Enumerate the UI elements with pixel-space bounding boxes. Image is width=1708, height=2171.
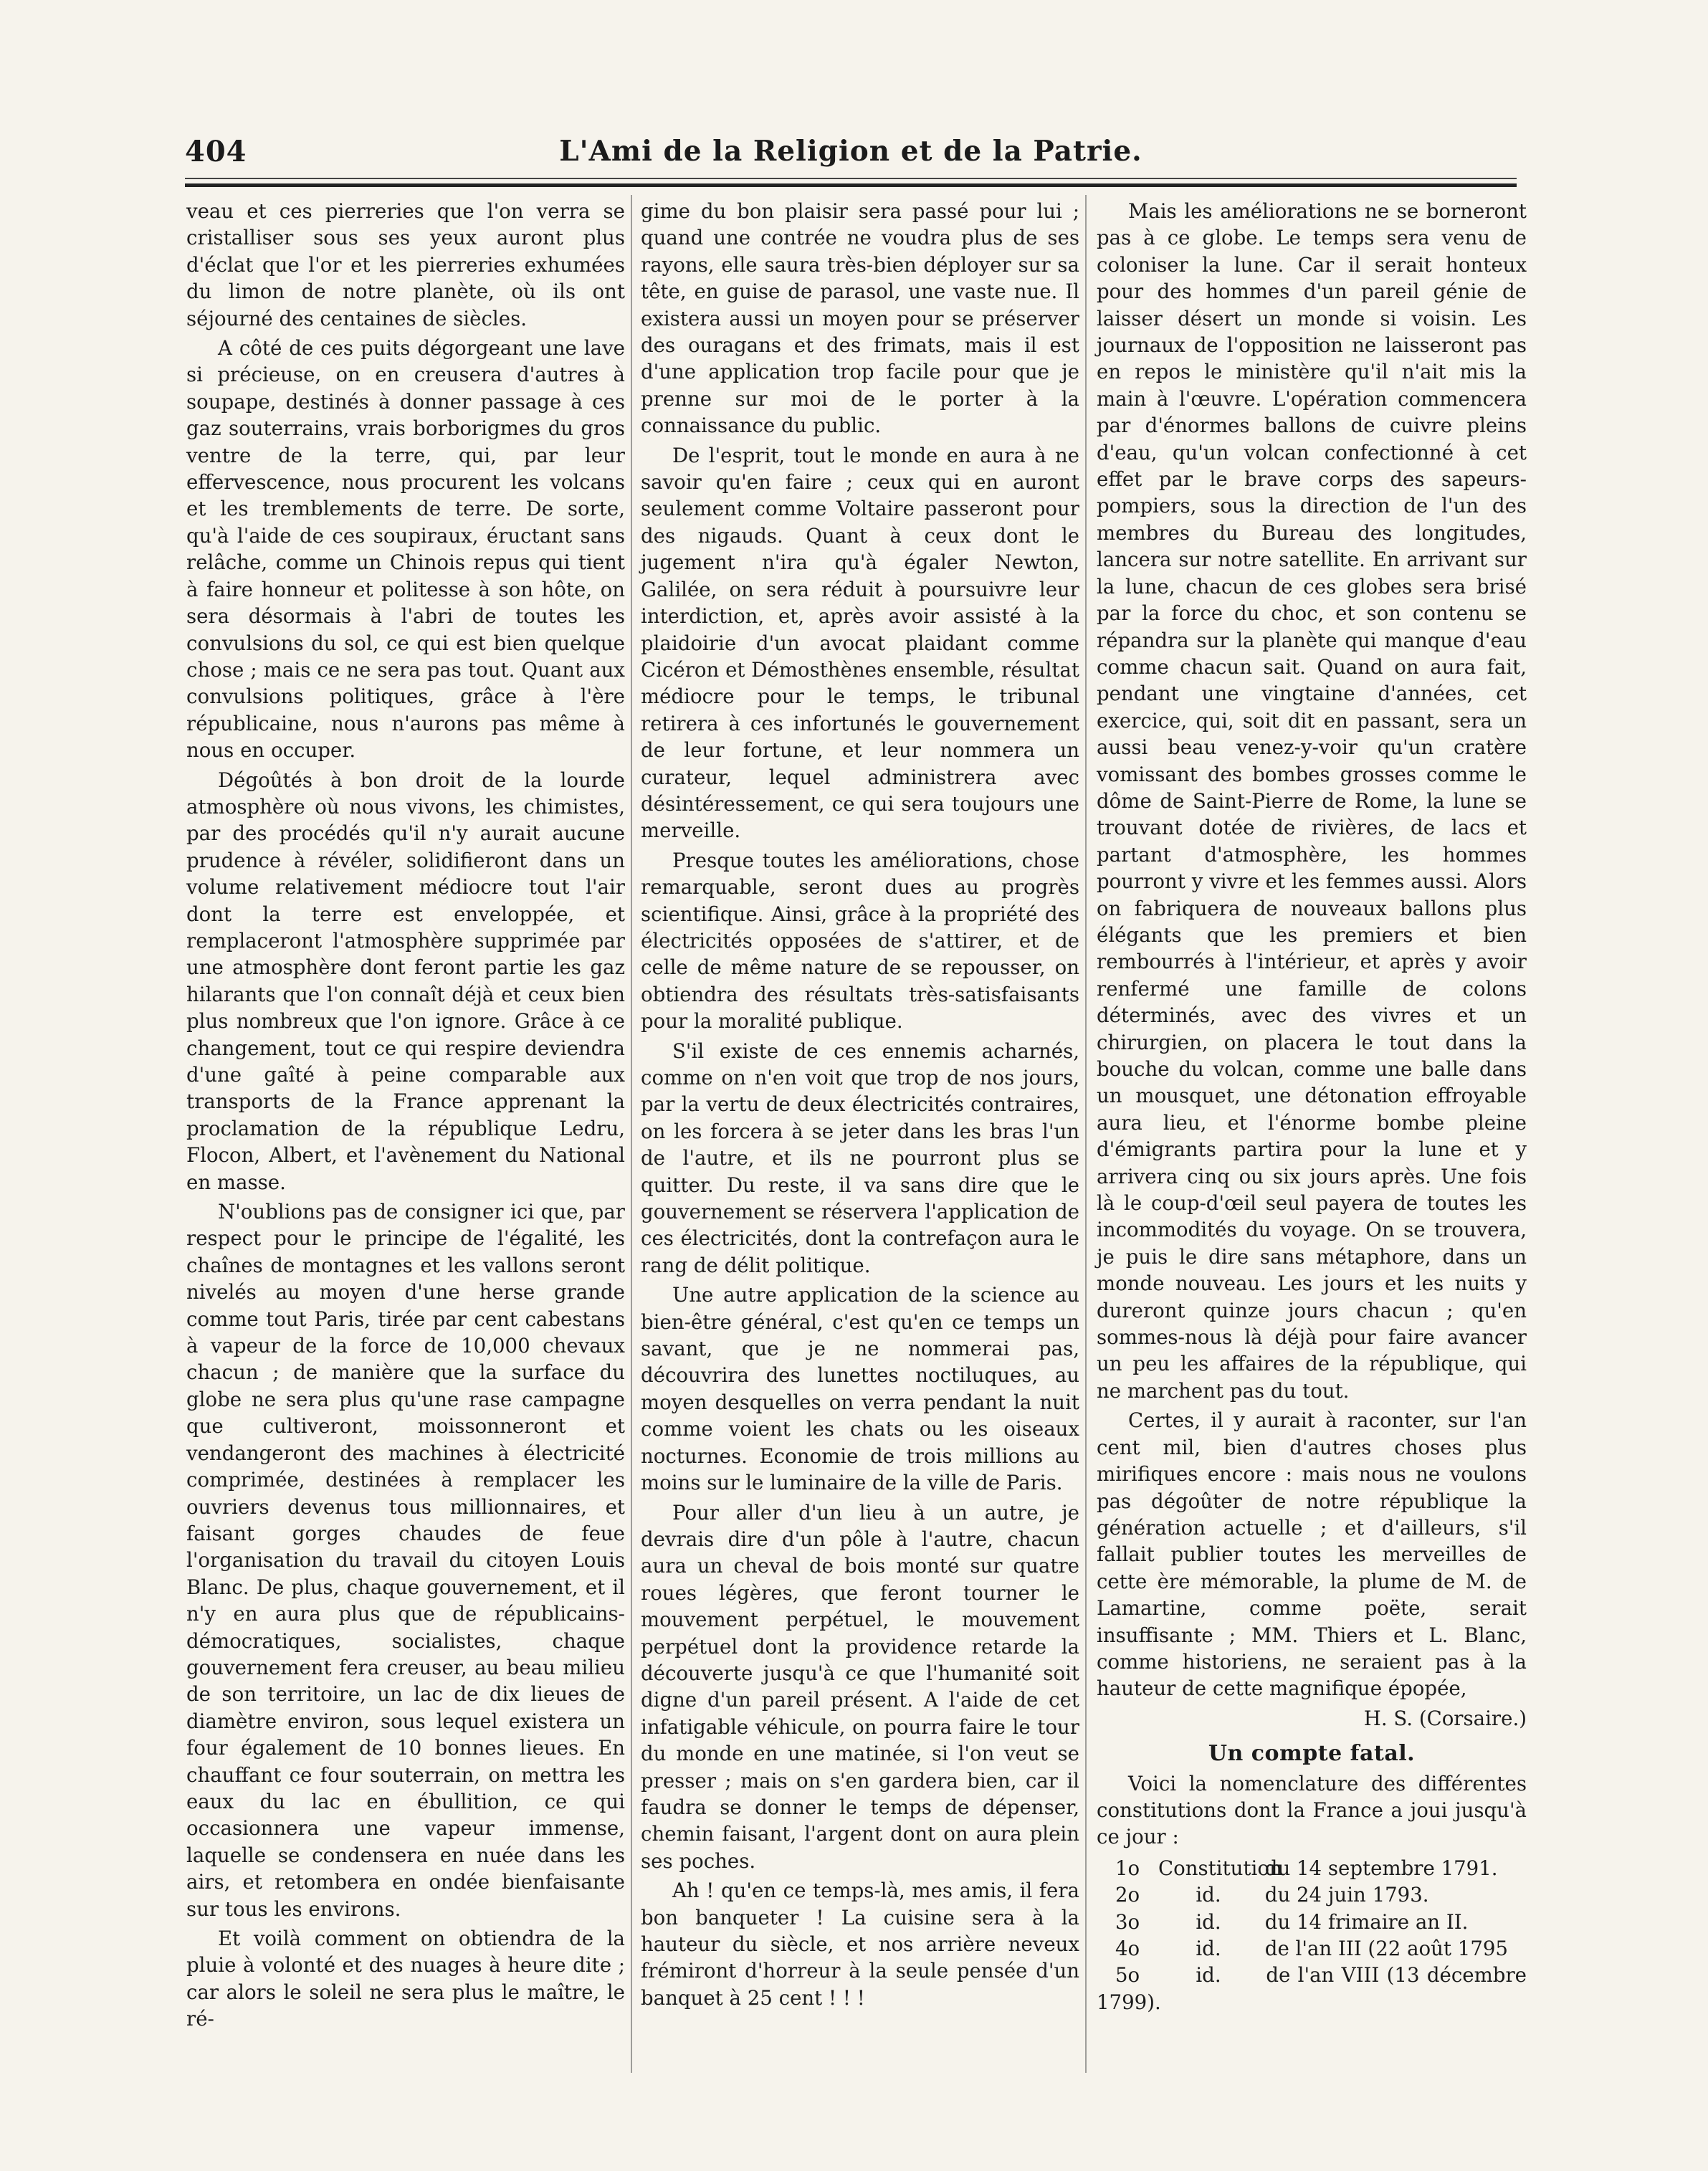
header-double-rule <box>185 183 1517 187</box>
paragraph: veau et ces pierreries que l'on verra se cristalliser sous ses yeux auront plus d'éclat que l'or et les pierreries exhumées du limon de notre planète, où ils ont séjourné des centaines de siècles. <box>186 199 625 330</box>
column-1 <box>186 198 625 2033</box>
paragraph: Dégoûtés à bon droit de la lourde atmosphère où nous vivons, les chimistes, par des procédés qu'il n'y aurait aucune prudence à révéler, solidifieront dans un volume relativement médiocre tout l'air dont la terre est enveloppée, et remplaceront l'atmosphère supprimée par une atmosphère dont feront partie les gaz hilarants que l'on connaît déjà et ceux bien plus nombreux que l'on ignore. Grâce à ce changement, tout ce qui respire deviendra d'une gaîté à peine comparable aux transports de la France apprenant la proclamation de la république Ledru, Flocon, Albert, et l'avènement du National en masse. <box>186 768 625 1194</box>
section-intro: Voici la nomenclature des différentes constitutions dont la France a joui jusqu'à ce jour : <box>1097 1771 1527 1849</box>
paragraph: De l'esprit, tout le monde en aura à ne savoir qu'en faire ; ceux qui en auront seulement comme Voltaire passeront pour des nigauds. Quant à ceux dont le jugement n'ira qu'à égaler Newton, Galilée, on sera réduit à poursuivre leur interdiction, et, après avoir assisté à la plaidoirie d'un avocat plaidant comme Cicéron et Démosthènes ensemble, résultat médiocre pour le temps, le tribunal retirera à ces infortunés le gouvernement de leur fortune, et leur nommera un curateur, lequel administrera avec désintéressement, ce qui sera toujours une merveille. <box>641 443 1079 843</box>
list-item: 3o id. du 14 frimaire an II. <box>1115 1909 1469 1934</box>
list-item: 2o id. du 24 juin 1793. <box>1115 1883 1429 1907</box>
paragraph: S'il existe de ces ennemis acharnés, comme on n'en voit que trop de nos jours, par la vertu de deux électricités contraires, on les forcera à se jeter dans les bras l'un de l'autre, et ils ne pourront plus se quitter. Du reste, il va sans dire que le gouvernement se réservera l'application de ces électricités, dont la contrefaçon aura le rang de délit politique. <box>641 1039 1079 1277</box>
paragraph: Pour aller d'un lieu à un autre, je devrais dire d'un pôle à l'autre, chacun aura un cheval de bois monté sur quatre roues légères, que feront tourner le mouvement perpétuel, le mouvement perpétuel dont la providence retarde la découverte jusqu'à ce que l'humanité soit digne d'un pareil présent. A l'aide de cet infatigable véhicule, on pourra faire le tour du monde en une matinée, si l'on veut se presser ; mais on s'en gardera bien, car il faudra se donner le temps de dépenser, chemin faisant, l'argent dont on aura plein ses poches. <box>641 1500 1079 1873</box>
paragraph: gime du bon plaisir sera passé pour lui ; quand une contrée ne voudra plus de ses rayons, elle saura très-bien déployer sur sa tête, en guise de parasol, une vaste nue. Il existera aussi un moyen pour se préserver des ouragans et des frimats, mais il est d'une application trop facile pour que je prenne sur moi de le porter à la connaissance du public. <box>641 199 1079 438</box>
paragraph: Mais les améliorations ne se borneront pas à ce globe. Le temps sera venu de coloniser la lune. Car il serait honteux pour des hommes d'un pareil génie de laisser désert un monde si voisin. Les journaux de l'opposition ne laisseront pas en repos le ministère qu'il n'ait mis la main à l'œuvre. L'opération commencera par d'énormes ballons de cuivre pleins d'eau, qu'un volcan confectionné à cet effet par le brave corps des sapeurs-pompiers, sous la direction de l'un des membres du Bureau des longitudes, lancera sur notre satellite. En arrivant sur la lune, chacun de ces globes sera brisé par la force du choc, et son contenu se répandra sur la planète qui manque d'eau comme chacun sait. Quand on aura fait, pendant une vingtaine d'années, cet exercice, qui, soit dit en passant, sera un aussi beau venez-y-voir qu'un cratère vomissant des bombes grosses comme le dôme de Saint-Pierre de Rome, la lune se trouvant dotée de rivières, de lacs et partant d'atmosphère, les hommes pourront y vivre et les femmes aussi. Alors on fabriquera de nouveaux ballons plus élégants que les premiers et bien rembourrés à l'intérieur, et après y avoir renfermé une famille de colons déterminés, avec des vivres et un chirurgien, on placera le tout dans la bouche du volcan, comme une balle dans un mousquet, une détonation effroyable aura lieu, et l'énorme bombe pleine d'émigrants partira pour la lune et y arrivera cinq ou six jours après. Une fois là le coup-d'œil seul payera de toutes les incommodités du voyage. On se trouvera, je puis le dire sans métaphore, dans un monde nouveau. Les jours et les nuits y dureront quinze jours chacun ; qu'en sommes-nous là déjà pour faire avancer un peu les affaires de la république, qui ne marchent pas du tout. <box>1097 199 1527 1403</box>
column-divider <box>1085 195 1087 2073</box>
paragraph: Ah ! qu'en ce temps-là, mes amis, il fera bon banqueter ! La cuisine sera à la hauteur du siècle, et nos arrière neveux frémiront d'horreur à la seule pensée d'un banquet à 25 cent ! ! ! <box>641 1879 1079 2010</box>
column-2 <box>641 198 1079 2011</box>
paragraph: Et voilà comment on obtiendra de la pluie à volonté et des nuages à heure dite ; car alors le soleil ne sera plus le maître, le ré- <box>186 1927 625 2031</box>
paragraph: Certes, il y aurait à raconter, sur l'an cent mil, bien d'autres choses plus mirifiques encore : mais nous ne voulons pas dégoûter de notre république la génération actuelle ; et d'ailleurs, s'il fallait publier toutes les merveilles de cette ère mémorable, la plume de M. de Lamartine, comme poëte, serait insuffisante ; MM. Thiers et L. Blanc, comme historiens, ne seraient pas à la hauteur de cette magnifique épopée, <box>1097 1408 1527 1701</box>
list-item: 5o id. de l'an VIII (13 décembre 1799). <box>1097 1963 1527 2014</box>
paragraph: Presque toutes les améliorations, chose remarquable, seront dues au progrès scientifique. Ainsi, grâce à la propriété des électricités opposées de s'attirer, et de celle de même nature de se repousser, on obtiendra des résultats très-satisfaisants pour la moralité publique. <box>641 848 1079 1034</box>
article-signature-line <box>1097 1705 1527 1732</box>
column-divider <box>631 195 632 2073</box>
running-head: L'Ami de la Religion et de la Patrie. <box>559 135 1142 168</box>
paragraph: A côté de ces puits dégorgeant une lave si précieuse, on en creusera d'autres à soupape, destinés à donner passage à ces gaz souterrains, vrais borborigmes du gros ventre de la terre, qui, par leur effervescence, nous procurent les volcans et les tremblements de terre. De sorte, qu'à l'aide de ces soupiraux, éructant sans relâche, comme un Chinois repus qui tient à faire honneur et politesse à son hôte, on sera désormais à l'abri de toutes les convulsions du sol, ce qui est bien quelque chose ; mais ce ne sera pas tout. Quant aux convulsions politiques, grâce à l'ère républicaine, nous n'aurons pas même à nous en occuper. <box>186 336 625 763</box>
page-header <box>185 135 1517 172</box>
list-item: 1o Constitution du 14 septembre 1791. <box>1115 1856 1498 1880</box>
paragraph: Une autre application de la science au bien-être général, c'est qu'en ce temps un savant, que je ne nommerai pas, découvrira des lunettes noctiluques, au moyen desquelles on verra pendant la nuit comme voient les chats ou les oiseaux nocturnes. Economie de trois millions au moins sur le luminaire de la ville de Paris. <box>641 1283 1079 1495</box>
paragraph: N'oublions pas de consigner ici que, par respect pour le principe de l'égalité, les chaînes de montagnes et les vallons seront nivelés au moyen d'une herse grande comme tout Paris, tirée par cent cabestans à vapeur de la force de 10,000 chevaux chacun ; de manière que la surface du globe ne sera plus qu'une rase campagne que cultiveront, moissonneront et vendangeront des machines à électricité comprimée, destinées à remplacer les ouvriers devenus tous millionnaires, et faisant gorges chaudes de feue l'organisation du travail du citoyen Louis Blanc. De plus, chaque gouvernement, et il n'y en aura plus que de républicains-démocratiques, socialistes, chaque gouvernement fera creuser, au beau milieu de son territoire, un lac de dix lieues de diamètre environ, sous lequel existera un four également de 10 bonnes lieues. En chauffant ce four souterrain, on mettra les eaux du lac en ébullition, ce qui occasionnera une vapeur immense, laquelle se condensera en nuée dans les airs, et retombera en ondée bienfaisante sur tous les environs. <box>186 1200 625 1921</box>
article-signature: H. S. (Corsaire.) <box>1363 1706 1527 1730</box>
constitution-list <box>1097 1855 1527 2015</box>
column-3 <box>1097 198 1527 2015</box>
page-number: 404 <box>185 135 247 168</box>
section-title: Un compte fatal. <box>1208 1741 1416 1767</box>
header-rule <box>185 178 1517 179</box>
list-item: 4o id. de l'an III (22 août 1795 <box>1115 1937 1508 1960</box>
